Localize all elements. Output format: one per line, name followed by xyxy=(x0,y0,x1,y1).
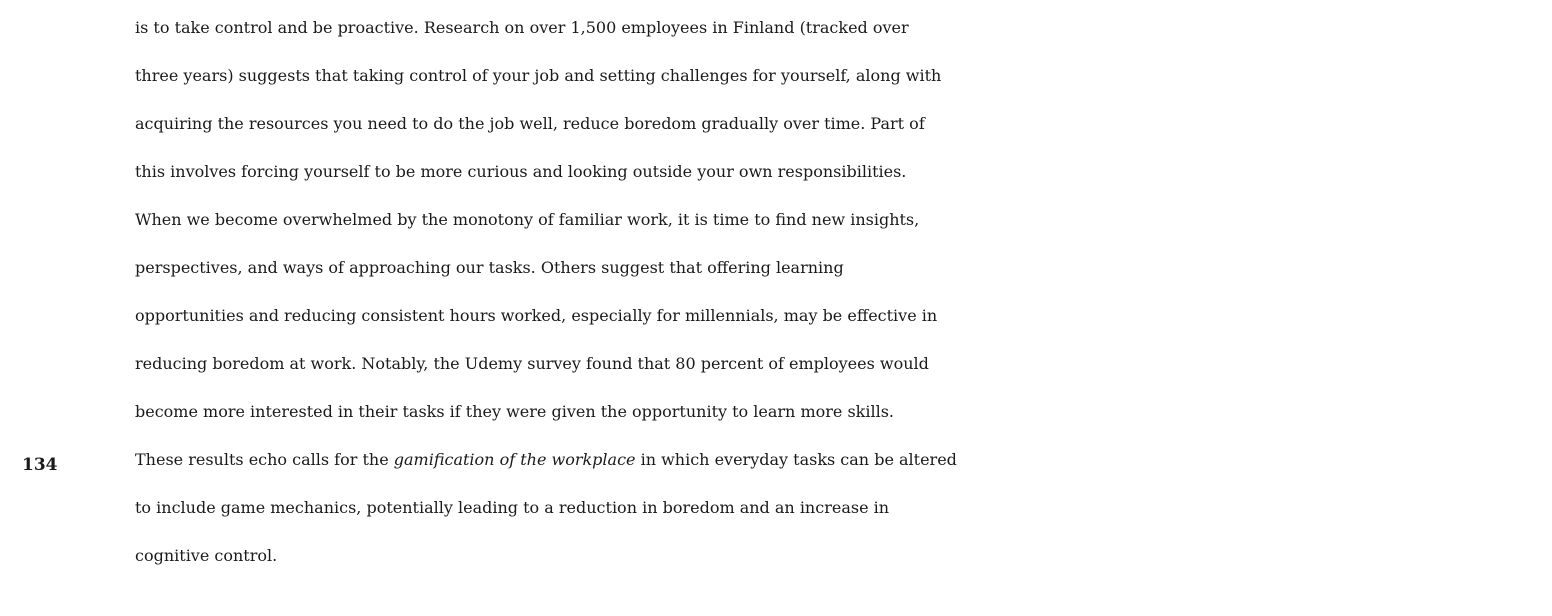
text-line: reducing boredom at work. Notably, the Udemy survey found that 80 percent of employees would xyxy=(135,354,929,373)
text-line: cognitive control. xyxy=(135,546,278,565)
text-run: These results echo calls for the xyxy=(135,450,394,469)
text-line: this involves forcing yourself to be more curious and looking outside your own responsibilities. xyxy=(135,162,907,181)
text-line: is to take control and be proactive. Research on over 1,500 employees in Finland (tracked over xyxy=(135,18,909,37)
text-line: opportunities and reducing consistent hours worked, especially for millennials, may be effective in xyxy=(135,306,938,325)
body-paragraph xyxy=(135,4,1535,580)
text-run: in which everyday tasks can be altered xyxy=(635,450,957,469)
page-number: 134 xyxy=(22,455,58,475)
emphasized-term: gamification of the workplace xyxy=(393,450,636,469)
text-line-with-emphasis xyxy=(135,436,1535,484)
text-line: perspectives, and ways of approaching our tasks. Others suggest that offering learning xyxy=(135,258,844,277)
text-line: to include game mechanics, potentially leading to a reduction in boredom and an increase in xyxy=(135,498,890,517)
text-line: When we become overwhelmed by the monotony of familiar work, it is time to find new insights, xyxy=(135,210,920,229)
text-line: become more interested in their tasks if they were given the opportunity to learn more skills. xyxy=(135,402,894,421)
text-line: three years) suggests that taking control of your job and setting challenges for yourself, along with xyxy=(135,66,942,85)
text-line: acquiring the resources you need to do the job well, reduce boredom gradually over time. Part of xyxy=(135,114,925,133)
